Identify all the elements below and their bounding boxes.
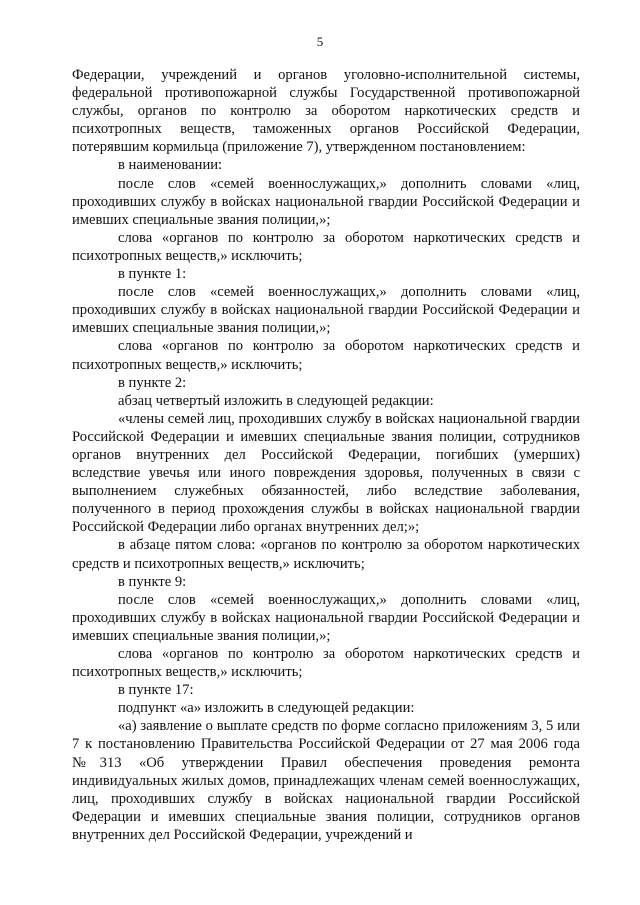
paragraph: слова «органов по контролю за оборотом наркотических средств и психотропных веществ,» исключить; (72, 646, 580, 681)
paragraph: в абзаце пятом слова: «органов по контролю за оборотом наркотических средств и психотропных веществ,» исключить; (72, 537, 580, 572)
paragraph: в пункте 2: (118, 374, 187, 391)
page-number: 5 (316, 34, 324, 49)
paragraph: в наименовании: (118, 157, 223, 174)
paragraph: абзац четвертый изложить в следующей редакции: (118, 392, 434, 409)
paragraph: Федерации, учреждений и органов уголовно-исполнительной системы, федеральной противопожарной службы Государственной противопожарной службы, органов по контролю за оборотом наркотических средств и психотропных веществ, таможенных органов Российской Федерации, потерявшим кормильца (приложение 7), утвержденном постановлением: (72, 67, 580, 156)
paragraph: в пункте 17: (118, 682, 194, 699)
paragraph: слова «органов по контролю за оборотом наркотических средств и психотропных веществ,» исключить; (72, 338, 580, 373)
paragraph: после слов «семей военнослужащих,» дополнить словами «лиц, проходивших службу в войсках национальной гвардии Российской Федерации и имевших специальные звания полиции,»; (72, 175, 580, 228)
paragraph: подпункт «а» изложить в следующей редакции: (118, 700, 415, 717)
paragraph: в пункте 9: (118, 573, 187, 590)
paragraph: после слов «семей военнослужащих,» дополнить словами «лиц, проходивших службу в войсках национальной гвардии Российской Федерации и имевших специальные звания полиции,»; (72, 284, 580, 337)
paragraph: после слов «семей военнослужащих,» дополнить словами «лиц, проходивших службу в войсках национальной гвардии Российской Федерации и имевших специальные звания полиции,»; (72, 591, 580, 644)
paragraph: «члены семей лиц, проходивших службу в войсках национальной гвардии Российской Федерации и имевших специальные звания полиции, сотрудников органов внутренних дел Российской Федерации, погибших (умерших) вследствие увечья или иного повреждения здоровья, полученных в связи с выполнением служебных обязанностей, либо вследствие заболевания, полученного в период прохождения службы в войсках национальной гвардии Российской Федерации либо органах внутренних дел;»; (72, 410, 580, 536)
paragraph: в пункте 1: (118, 266, 187, 283)
paragraph: «а) заявление о выплате средств по форме согласно приложениям 3, 5 или 7 к постановлению Правительства Российской Федерации от 27 мая 2006 года №313 «Об утверждении Правил обеспечения проведения ремонта индивидуальных жилых домов, принадлежащих членам семей военнослужащих, лиц, проходивших службу в войсках национальной гвардии Российской Федерации и имевших специальные звания полиции, сотрудников органов внутренних дел Российской Федерации, учреждений и (72, 718, 580, 843)
paragraph: слова «органов по контролю за оборотом наркотических средств и психотропных веществ,» исключить; (72, 229, 580, 264)
document-body (72, 66, 580, 844)
